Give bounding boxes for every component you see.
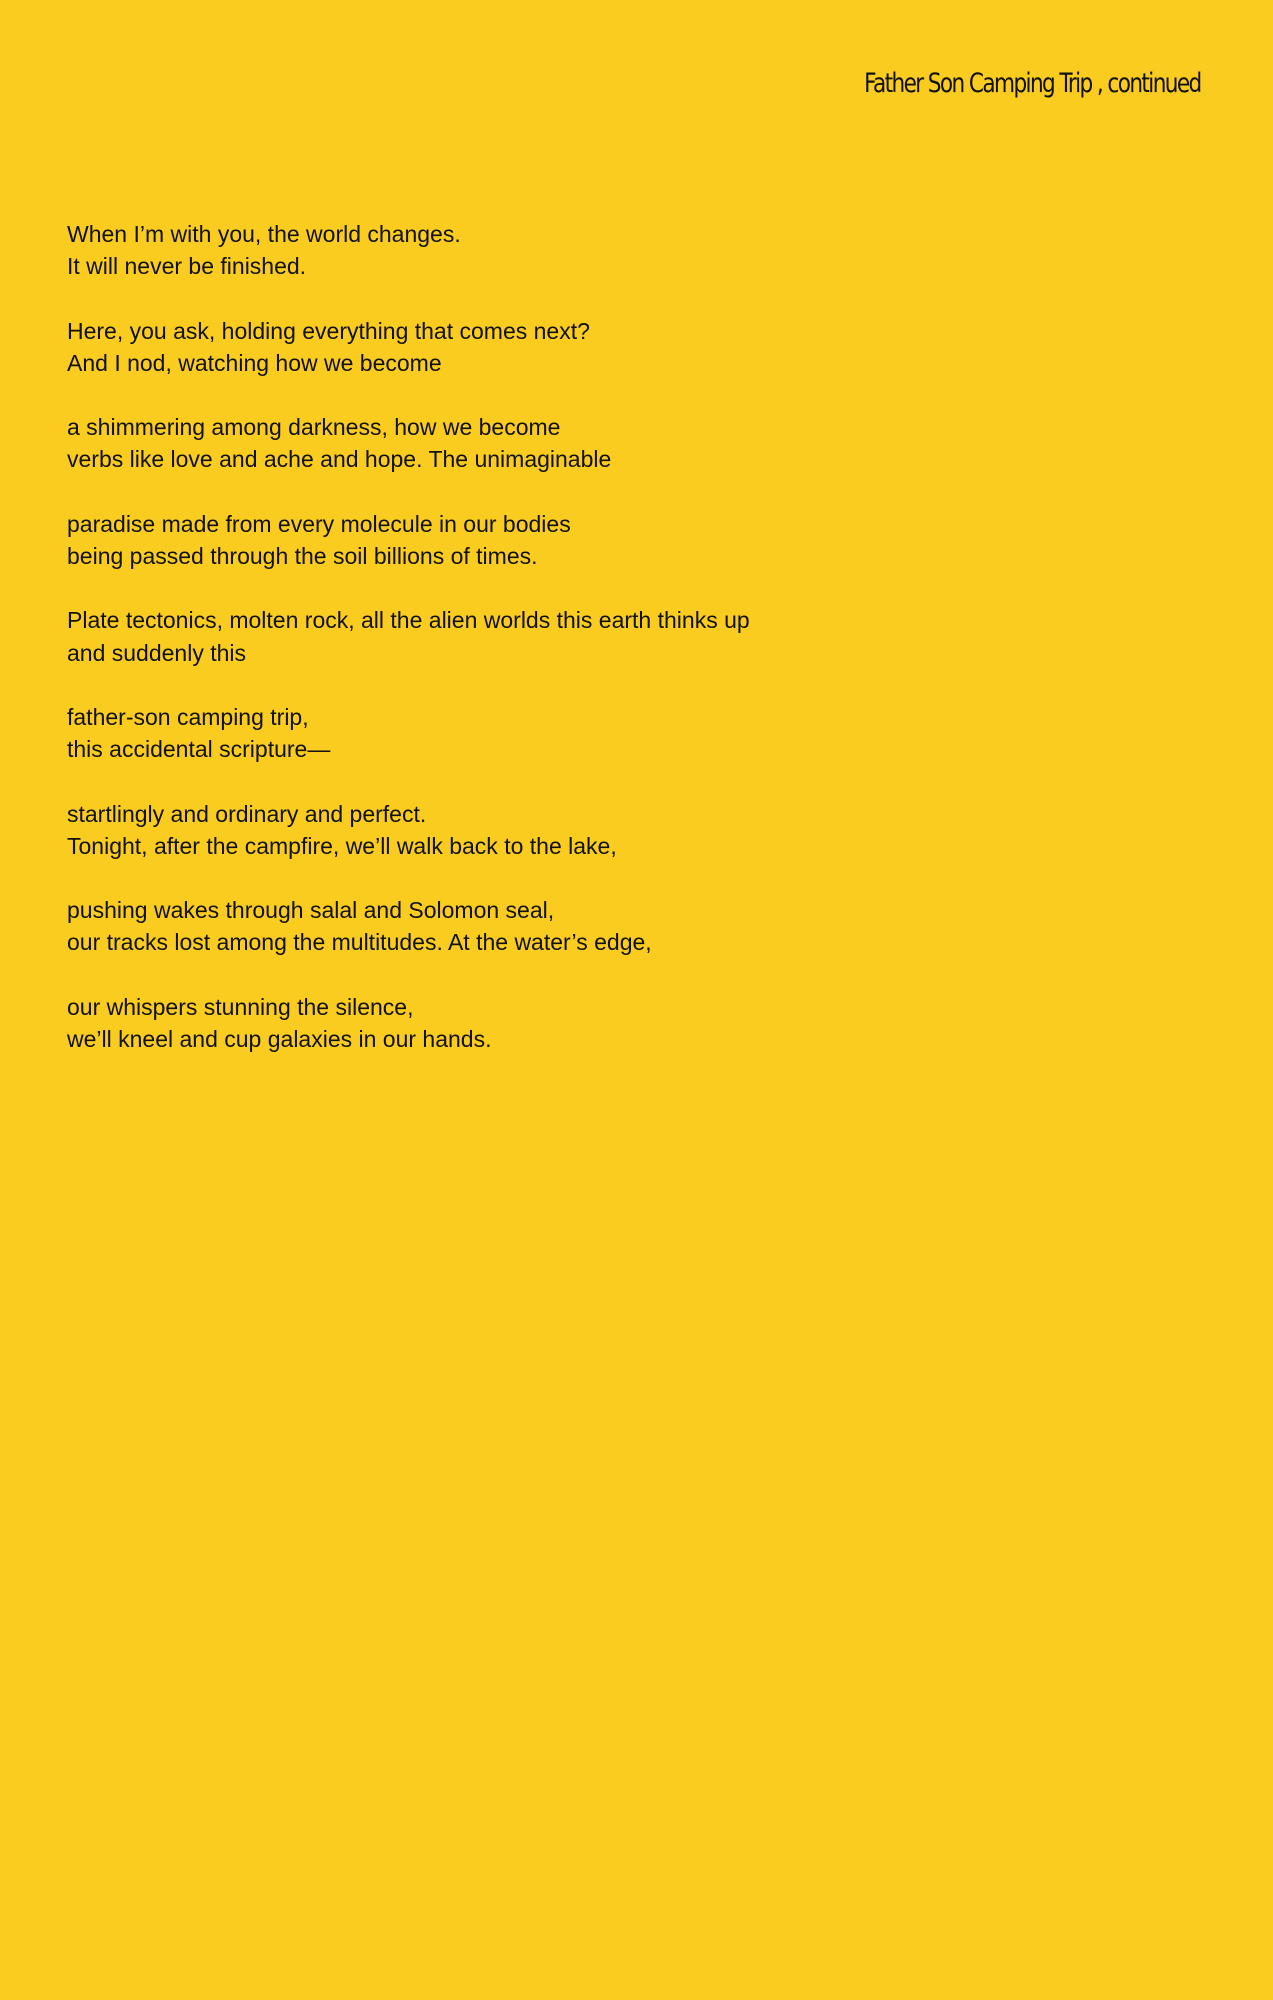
stanza <box>67 218 1167 283</box>
poem-line: paradise made from every molecule in our bodies <box>67 510 571 537</box>
poem-line: When I’m with you, the world changes. <box>67 221 461 247</box>
poem-line: a shimmering among darkness, how we become <box>67 414 561 441</box>
poem-line: verbs like love and ache and hope. The unimaginable <box>67 446 612 473</box>
poem-line: startlingly and ordinary and perfect. <box>67 800 427 827</box>
poem-line: Here, you ask, holding everything that comes next? <box>67 317 590 344</box>
poem-line: and suddenly this <box>67 639 247 666</box>
poem-line: our whispers stunning the silence, <box>67 993 414 1020</box>
poem-line: Plate tectonics, molten rock, all the alien worlds this earth thinks up <box>67 607 750 634</box>
poem-line: And I nod, watching how we become <box>67 349 442 376</box>
stanza <box>67 894 1167 959</box>
poem-line: being passed through the soil billions of times. <box>67 543 538 570</box>
stanza <box>67 798 1167 863</box>
stanza <box>67 604 1167 669</box>
stanza <box>67 991 1167 1056</box>
poem-line: our tracks lost among the multitudes. At the water’s edge, <box>67 929 652 956</box>
stanza <box>67 508 1167 573</box>
poem-line: pushing wakes through salal and Solomon seal, <box>67 897 555 924</box>
stanza <box>67 411 1167 476</box>
poem-body <box>67 218 1167 1087</box>
poem-line: father-son camping trip, <box>67 703 309 730</box>
poem-line: this accidental scripture— <box>67 736 331 763</box>
stanza <box>67 315 1167 380</box>
poem-line: Tonight, after the campfire, we’ll walk back to the lake, <box>67 832 617 859</box>
poem-line: It will never be finished. <box>67 253 307 280</box>
page-header-title: Father Son Camping Trip , continued <box>864 68 1201 99</box>
poem-line: we’ll kneel and cup galaxies in our hands. <box>67 1026 492 1053</box>
stanza <box>67 701 1167 766</box>
